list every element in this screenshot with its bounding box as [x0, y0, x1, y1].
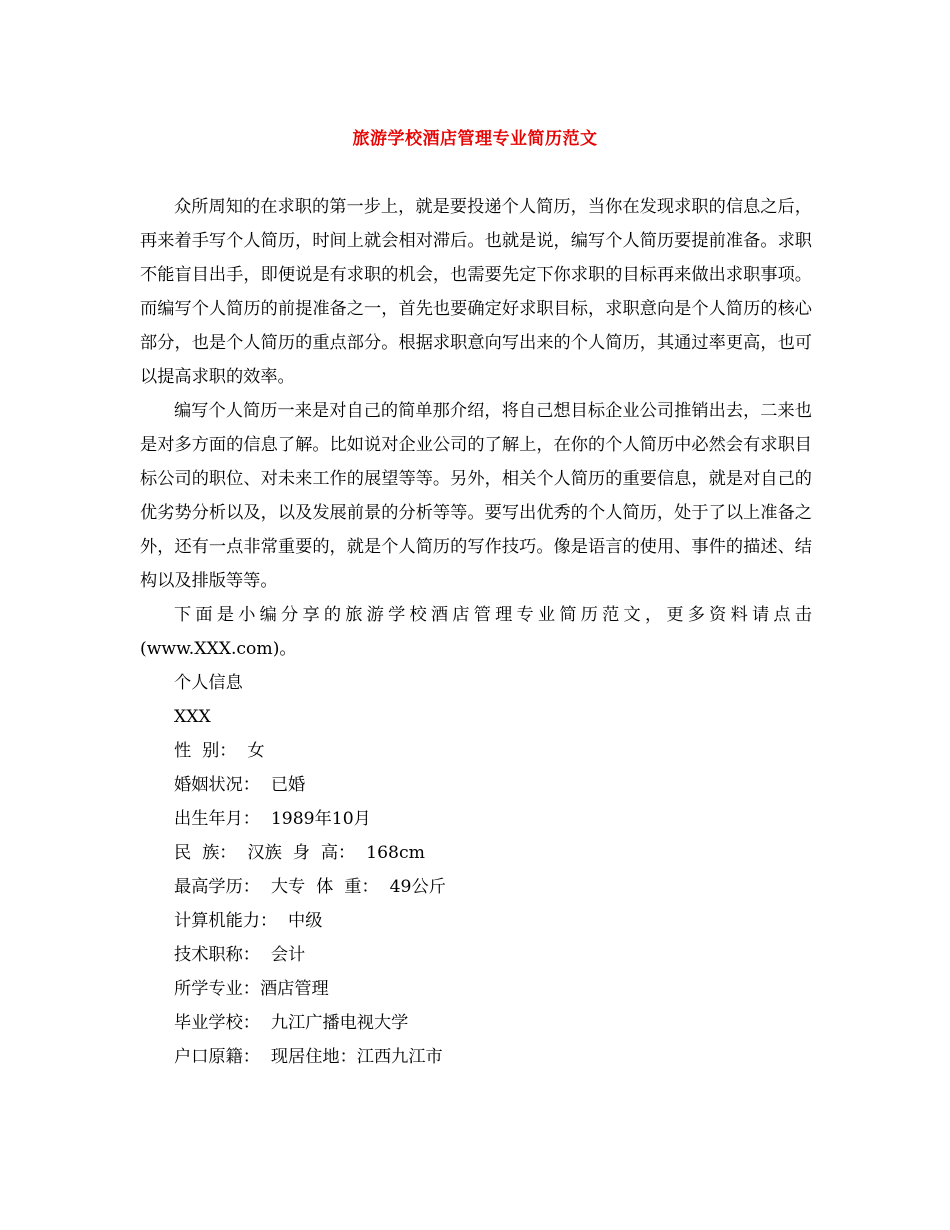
document-body — [140, 190, 812, 1074]
paragraph-sample-link: 下面是小编分享的旅游学校酒店管理专业简历范文，更多资料请点击(www.XXX.com)。 — [140, 605, 812, 659]
info-marital-status: 婚姻状况： 已婚 — [174, 775, 306, 795]
info-title: 技术职称： 会计 — [174, 945, 306, 965]
document-title: 旅游学校酒店管理专业简历范文 — [352, 129, 598, 149]
info-name: XXX — [174, 707, 211, 727]
info-heading: 个人信息 — [174, 673, 243, 693]
paragraph-resume-purpose: 编写个人简历一来是对自己的简单那介绍，将自己想目标企业公司推销出去，二来也是对多方面的信息了解。比如说对企业公司的了解上，在你的个人简历中必然会有求职目标公司的职位、对未来工作的展望等等。另外，相关个人简历的重要信息，就是对自己的优劣势分析以及，以及发展前景的分析等等。要写出优秀的个人简历，处于了以上准备之外，还有一点非常重要的，就是个人简历的写作技巧。像是语言的使用、事件的描述、结构以及排版等等。 — [140, 401, 812, 591]
info-residence: 户口原籍： 现居住地：江西九江市 — [174, 1047, 443, 1067]
info-gender: 性 别： 女 — [174, 741, 265, 761]
info-ethnicity-height: 民 族： 汉族 身 高： 168cm — [174, 843, 425, 863]
personal-info-section — [140, 666, 812, 1074]
paragraph-intro: 众所周知的在求职的第一步上，就是要投递个人简历，当你在发现求职的信息之后，再来着手写个人简历，时间上就会相对滞后。也就是说，编写个人简历要提前准备。求职不能盲目出手，即便说是有求职的机会，也需要先定下你求职的目标再来做出求职事项。而编写个人简历的前提准备之一，首先也要确定好求职目标，求职意向是个人简历的核心部分，也是个人简历的重点部分。根据求职意向写出来的个人简历，其通过率更高，也可以提高求职的效率。 — [140, 197, 812, 387]
info-school: 毕业学校： 九江广播电视大学 — [174, 1013, 409, 1033]
info-education-weight: 最高学历： 大专 体 重： 49公斤 — [174, 877, 446, 897]
info-computer-skill: 计算机能力： 中级 — [174, 911, 323, 931]
info-birth-date: 出生年月： 1989年10月 — [174, 809, 371, 829]
info-major: 所学专业：酒店管理 — [174, 979, 329, 999]
